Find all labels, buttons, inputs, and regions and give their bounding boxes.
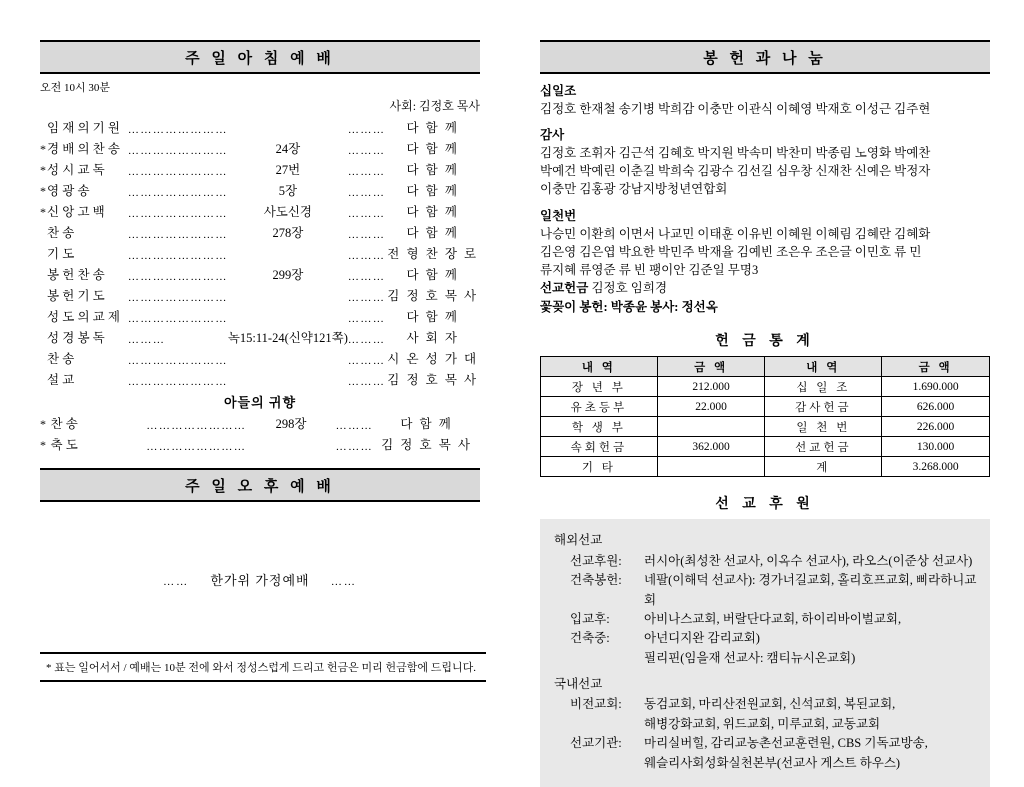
flower-row (540, 298, 990, 317)
order-star (40, 284, 47, 305)
stats-cell: 십 일 조 (765, 377, 882, 397)
mission-row-value: 웨슬리사회성화실천본부(선교사 게스트 하우스) (644, 755, 901, 770)
offering-name-line: 류지혜 류영준 류 빈 팽이안 김준일 무명3 (540, 262, 759, 277)
order-row (40, 412, 480, 433)
stats-cell: 일 천 번 (765, 417, 882, 437)
mission-offering-row (540, 279, 990, 298)
order-who: 시 온 성 가 대 (387, 351, 479, 366)
afternoon-worship-title: 주 일 오 후 예 배 (40, 468, 480, 502)
stats-cell: 1.690.000 (882, 377, 990, 397)
order-dots: …………………… (146, 440, 247, 453)
mission-support-panel (540, 519, 990, 787)
offering-name-line: 김정호 한재철 송기병 박희감 이충만 이관식 이혜영 박재호 이성근 김주현 (540, 102, 931, 116)
mission-row-value: 아비나스교회, 버랄단다교회, 하이리바이벌교회, (644, 611, 902, 626)
mission-row (570, 610, 980, 629)
order-star (40, 242, 47, 263)
order-row (40, 179, 480, 200)
order-dots: …………………… (127, 144, 228, 157)
mission-row-key: 건축봉헌: (570, 573, 622, 588)
mission-row-value: 동검교회, 마리산전원교회, 신석교회, 복된교회, (644, 697, 896, 712)
table-row (541, 417, 990, 437)
stats-cell: 장 년 부 (541, 377, 658, 397)
afternoon-worship-body (40, 502, 480, 652)
mission-row-value: 네팔(이해덕 선교사): 경가너길교회, 홀리호프교회, 삐라하니교회 (644, 573, 977, 607)
order-row (40, 284, 480, 305)
stats-cell: 계 (765, 457, 882, 477)
order-dots: …………………… (127, 375, 228, 388)
order-value: 24장 (275, 141, 301, 156)
order-item: 찬 송 (47, 225, 75, 240)
morning-order-table-after (40, 412, 480, 454)
mission-row-key: 입교후: (570, 611, 610, 626)
order-row (40, 347, 480, 368)
offering-group-thanks (540, 125, 990, 198)
order-value: 298장 (275, 416, 307, 431)
mission-row-value: 해병강화교회, 위드교회, 미루교회, 교동교회 (644, 716, 881, 731)
mission-row-key (570, 754, 644, 773)
order-who: 김 정 호 목 사 (387, 288, 479, 303)
order-row (40, 242, 480, 263)
order-dots-2: ……… (335, 419, 374, 432)
offering-name-line: 박예건 박예린 이춘길 박희숙 김광수 김선길 심우창 신재찬 신예은 박정자 (540, 164, 931, 179)
order-who: 다 함 께 (406, 309, 459, 324)
mission-row-key: 비전교회: (570, 697, 622, 712)
offering-name-line: 김은영 김은엽 박요한 박민주 박재율 김예빈 조은우 조은글 이민호 류 민 (540, 244, 922, 259)
order-item: 봉 헌 찬 송 (47, 267, 105, 282)
stats-cell: 속회헌금 (541, 437, 658, 457)
order-row (40, 326, 480, 347)
mission-row (570, 649, 980, 668)
mission-row-key: 선교기관: (570, 736, 622, 751)
order-row (40, 305, 480, 326)
order-dots-2: ……… (347, 123, 386, 136)
stats-cell (657, 457, 765, 477)
order-dots: …………………… (127, 291, 228, 304)
order-row (40, 116, 480, 137)
mission-row-key: 선교후원: (570, 553, 622, 568)
stats-cell (657, 417, 765, 437)
order-dots: …………………… (127, 354, 228, 367)
order-star (40, 368, 47, 389)
order-value (228, 305, 348, 326)
mission-row-key (570, 715, 644, 734)
order-star: * (40, 183, 46, 198)
order-row (40, 368, 480, 389)
morning-worship-time: 오전 10시 30분 (40, 82, 111, 94)
order-value: 299장 (272, 267, 304, 282)
stats-header-cell: 금 액 (882, 357, 990, 377)
mission-row (570, 695, 980, 714)
stats-cell: 학 생 부 (541, 417, 658, 437)
order-item: 성 시 교 독 (47, 162, 105, 177)
flower-label: 꽃꽂이 (540, 299, 577, 314)
order-row (40, 263, 480, 284)
order-star: * (40, 416, 46, 431)
order-row (40, 433, 480, 454)
order-who: 김 정 호 목 사 (387, 372, 479, 387)
order-value (228, 368, 348, 389)
order-item: 축 도 (50, 437, 78, 452)
mission-offering-label: 선교헌금 (540, 280, 589, 295)
order-who: 다 함 께 (406, 204, 459, 219)
afternoon-worship-note (40, 570, 480, 589)
stats-header-cell: 내 역 (765, 357, 882, 377)
stats-cell: 3.268.000 (882, 457, 990, 477)
sermon-title: 아들의 귀향 (223, 395, 297, 410)
order-dots-2: ……… (347, 228, 386, 241)
stats-cell: 626.000 (882, 397, 990, 417)
table-row (541, 437, 990, 457)
order-who: 다 함 께 (406, 162, 459, 177)
stats-header-cell: 내 역 (541, 357, 658, 377)
order-value: 278장 (272, 225, 304, 240)
order-who: 다 함 께 (406, 141, 459, 156)
order-who: 사 회 자 (406, 330, 459, 345)
order-item: 성 도 의 교 제 (47, 309, 120, 324)
order-dots-2: ……… (347, 249, 386, 262)
morning-order-table (40, 116, 480, 389)
offering-group-names (540, 225, 990, 279)
order-who: 다 함 께 (406, 267, 459, 282)
offering-group-name: 감사 (540, 128, 565, 143)
mission-row (570, 715, 980, 734)
order-value: 녹15:11-24(신약121쪽) (227, 330, 348, 345)
afternoon-text-label: 한가위 가정예배 (210, 573, 310, 588)
stats-title: 헌 금 통 계 (715, 334, 815, 350)
mission-row-value: 아넌디지완 감리교회) (644, 631, 760, 646)
order-value: 사도신경 (263, 204, 313, 219)
order-who: 전 형 찬 장 로 (387, 246, 479, 261)
order-item: 설 교 (47, 372, 75, 387)
offering-title: 봉 헌 과 나 눔 (540, 40, 990, 74)
order-dots-2: ……… (347, 354, 386, 367)
mission-row (570, 552, 980, 571)
left-column (40, 40, 480, 652)
order-dots: …………………… (127, 312, 228, 325)
offering-group-name: 일천번 (540, 208, 577, 223)
offering-group-names (540, 144, 990, 198)
order-star (40, 116, 47, 137)
order-item: 봉 헌 기 도 (47, 288, 105, 303)
flower-value: 봉헌: 박종윤 봉사: 정선옥 (579, 299, 718, 314)
order-dots: …………………… (127, 186, 228, 199)
order-item: 영 광 송 (47, 183, 90, 198)
mission-row-value: 필리핀(임을재 선교사: 캠티뉴시온교회) (644, 650, 856, 665)
order-star (40, 305, 47, 326)
order-item: 찬 송 (50, 416, 78, 431)
order-dots: …………………… (127, 165, 228, 178)
mission-row (570, 571, 980, 610)
order-dots-2: ……… (347, 207, 386, 220)
order-dots: …………………… (127, 249, 228, 262)
morning-worship-presider: 사회: 김정호 목사 (389, 99, 480, 113)
stats-cell: 유초등부 (541, 397, 658, 417)
stats-cell: 기 타 (541, 457, 658, 477)
order-dots: …………………… (127, 228, 228, 241)
order-value (228, 347, 348, 368)
order-dots: …………………… (127, 123, 228, 136)
order-item: 성 경 봉 독 (47, 330, 105, 345)
stats-cell: 226.000 (882, 417, 990, 437)
afternoon-dots-left: …… (163, 576, 190, 588)
order-row (40, 221, 480, 242)
order-dots: …………………… (146, 419, 247, 432)
order-dots-2: ……… (335, 440, 374, 453)
mission-row (570, 754, 980, 773)
order-value: 27번 (275, 162, 301, 177)
order-who: 다 함 께 (406, 183, 459, 198)
overseas-mission-label: 해외선교 (554, 533, 603, 548)
order-row (40, 200, 480, 221)
order-dots: …………………… (127, 270, 228, 283)
order-star (40, 347, 47, 368)
order-item: 기 도 (47, 246, 75, 261)
order-value (228, 242, 348, 263)
order-value (246, 433, 335, 454)
mission-title: 선 교 후 원 (715, 497, 815, 513)
order-item: 경 배 의 찬 송 (47, 141, 120, 156)
order-item: 임 재 의 기 원 (47, 120, 120, 135)
mission-row (570, 629, 980, 648)
stats-cell: 감사헌금 (765, 397, 882, 417)
order-row (40, 158, 480, 179)
order-dots: ……… (127, 333, 166, 346)
mission-row (570, 734, 980, 753)
domestic-mission-label: 국내선교 (554, 677, 603, 691)
order-star (40, 221, 47, 242)
order-who: 다 함 께 (406, 225, 459, 240)
order-who: 다 함 께 (406, 120, 459, 135)
order-value (228, 116, 348, 137)
offering-name-line: 나승민 이환희 이면서 나교민 이태훈 이유빈 이혜원 이혜림 김혜란 김혜화 (540, 226, 931, 241)
order-dots-2: ……… (347, 333, 386, 346)
order-row (40, 137, 480, 158)
table-row (541, 397, 990, 417)
order-dots-2: ……… (347, 144, 386, 157)
table-row (541, 377, 990, 397)
stats-header-cell: 금 액 (657, 357, 765, 377)
offering-name-line: 김정호 조휘자 김근석 김혜호 박지원 박속미 박찬미 박종림 노영화 박예찬 (540, 146, 931, 161)
order-star: * (40, 141, 46, 156)
order-item: 신 앙 고 백 (47, 204, 105, 219)
offering-stats-table (540, 356, 990, 477)
order-dots-2: ……… (347, 312, 386, 325)
afternoon-dots-right: …… (330, 576, 357, 588)
table-row (541, 457, 990, 477)
offering-group-tithe (540, 81, 990, 118)
mission-offering-value: 김정호 임희경 (591, 280, 668, 295)
stats-cell: 212.000 (657, 377, 765, 397)
stats-cell: 130.000 (882, 437, 990, 457)
offering-name-line: 이충만 김홍광 강남지방청년연합회 (540, 182, 728, 197)
right-column (540, 40, 990, 787)
offering-group-names (540, 100, 990, 118)
stats-header-row (541, 357, 990, 377)
order-who: 김 정 호 목 사 (381, 437, 472, 452)
mission-row-value: 러시아(최성찬 선교사, 이옥수 선교사), 라오스(이준상 선교사) (644, 553, 973, 568)
footnote: * 표는 일어서서 / 예배는 10분 전에 와서 정성스럽게 드리고 헌금은 미리 헌금함에 드립니다. (40, 652, 486, 682)
order-value (228, 284, 348, 305)
order-item: 찬 송 (47, 351, 75, 366)
order-dots-2: ……… (347, 165, 386, 178)
order-dots-2: ……… (347, 186, 386, 199)
order-star (40, 263, 47, 284)
order-star: * (40, 437, 46, 452)
order-dots-2: ……… (347, 270, 386, 283)
stats-cell: 선교헌금 (765, 437, 882, 457)
morning-worship-title: 주 일 아 침 예 배 (40, 40, 480, 74)
mission-row-key: 건축중: (570, 631, 610, 646)
stats-cell: 22.000 (657, 397, 765, 417)
stats-cell: 362.000 (657, 437, 765, 457)
mission-row-key (570, 649, 644, 668)
offering-group-thousand (540, 206, 990, 279)
order-star (40, 326, 47, 347)
mission-row-value: 마리실버힐, 감리교농촌선교훈련원, CBS 기독교방송, (644, 736, 928, 751)
order-value: 5장 (278, 183, 298, 198)
order-dots: …………………… (127, 207, 228, 220)
order-dots-2: ……… (347, 375, 386, 388)
order-star: * (40, 204, 46, 219)
order-star: * (40, 162, 46, 177)
order-dots-2: ……… (347, 291, 386, 304)
order-who: 다 함 께 (400, 416, 453, 431)
offering-group-name: 십일조 (540, 84, 577, 98)
